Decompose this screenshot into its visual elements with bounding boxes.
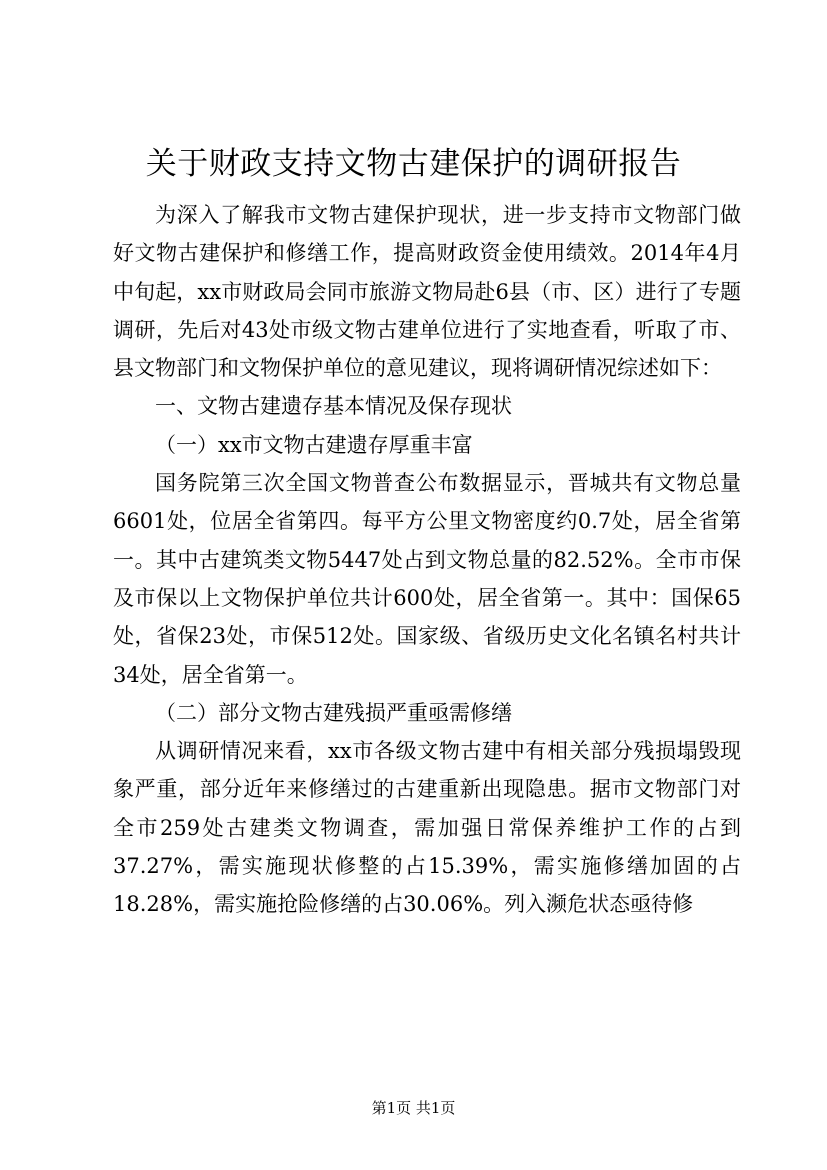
document-title: 关于财政支持文物古建保护的调研报告 xyxy=(145,146,682,182)
body-paragraph-2: 国务院第三次全国文物普查公布数据显示，晋城共有文物总量6601处，位居全省第四。每平方公里文物密度约0.7处，居全省第一。其中古建筑类文物5447处占到文物总量的82.52%。全市市保及市保以上文物保护单位共计600处，居全省第一。其中：国保65处，省保23处，市保512处。国家级、省级历史文化名镇名村共计34处，居全省第一。 xyxy=(113,471,741,687)
subsection-heading-2: （二）部分文物古建残损严重亟需修缮 xyxy=(155,700,512,725)
section-heading-1: 一、文物古建遗存基本情况及保存现状 xyxy=(155,394,512,419)
subsection-heading-1: （一）xx市文物古建遗存厚重丰富 xyxy=(155,432,473,457)
document-body xyxy=(113,196,741,924)
body-paragraph-3: 从调研情况来看，xx市各级文物古建中有相关部分残损塌毁现象严重，部分近年来修缮过的古建重新出现隐患。据市文物部门对全市259处古建类文物调查，需加强日常保养维护工作的占到37.27%，需实施现状修整的占15.39%，需实施修缮加固的占18.28%，需实施抢险修缮的占30.06%。列入濒危状态亟待修 xyxy=(113,739,741,917)
intro-paragraph: 为深入了解我市文物古建保护现状，进一步支持市文物部门做好文物古建保护和修缮工作，提高财政资金使用绩效。2014年4月中旬起，xx市财政局会同市旅游文物局赴6县（市、区）进行了专题调研，先后对43处市级文物古建单位进行了实地查看，听取了市、县文物部门和文物保护单位的意见建议，现将调研情况综述如下： xyxy=(113,203,741,381)
page-footer: 第1页 共1页 xyxy=(371,1099,456,1117)
